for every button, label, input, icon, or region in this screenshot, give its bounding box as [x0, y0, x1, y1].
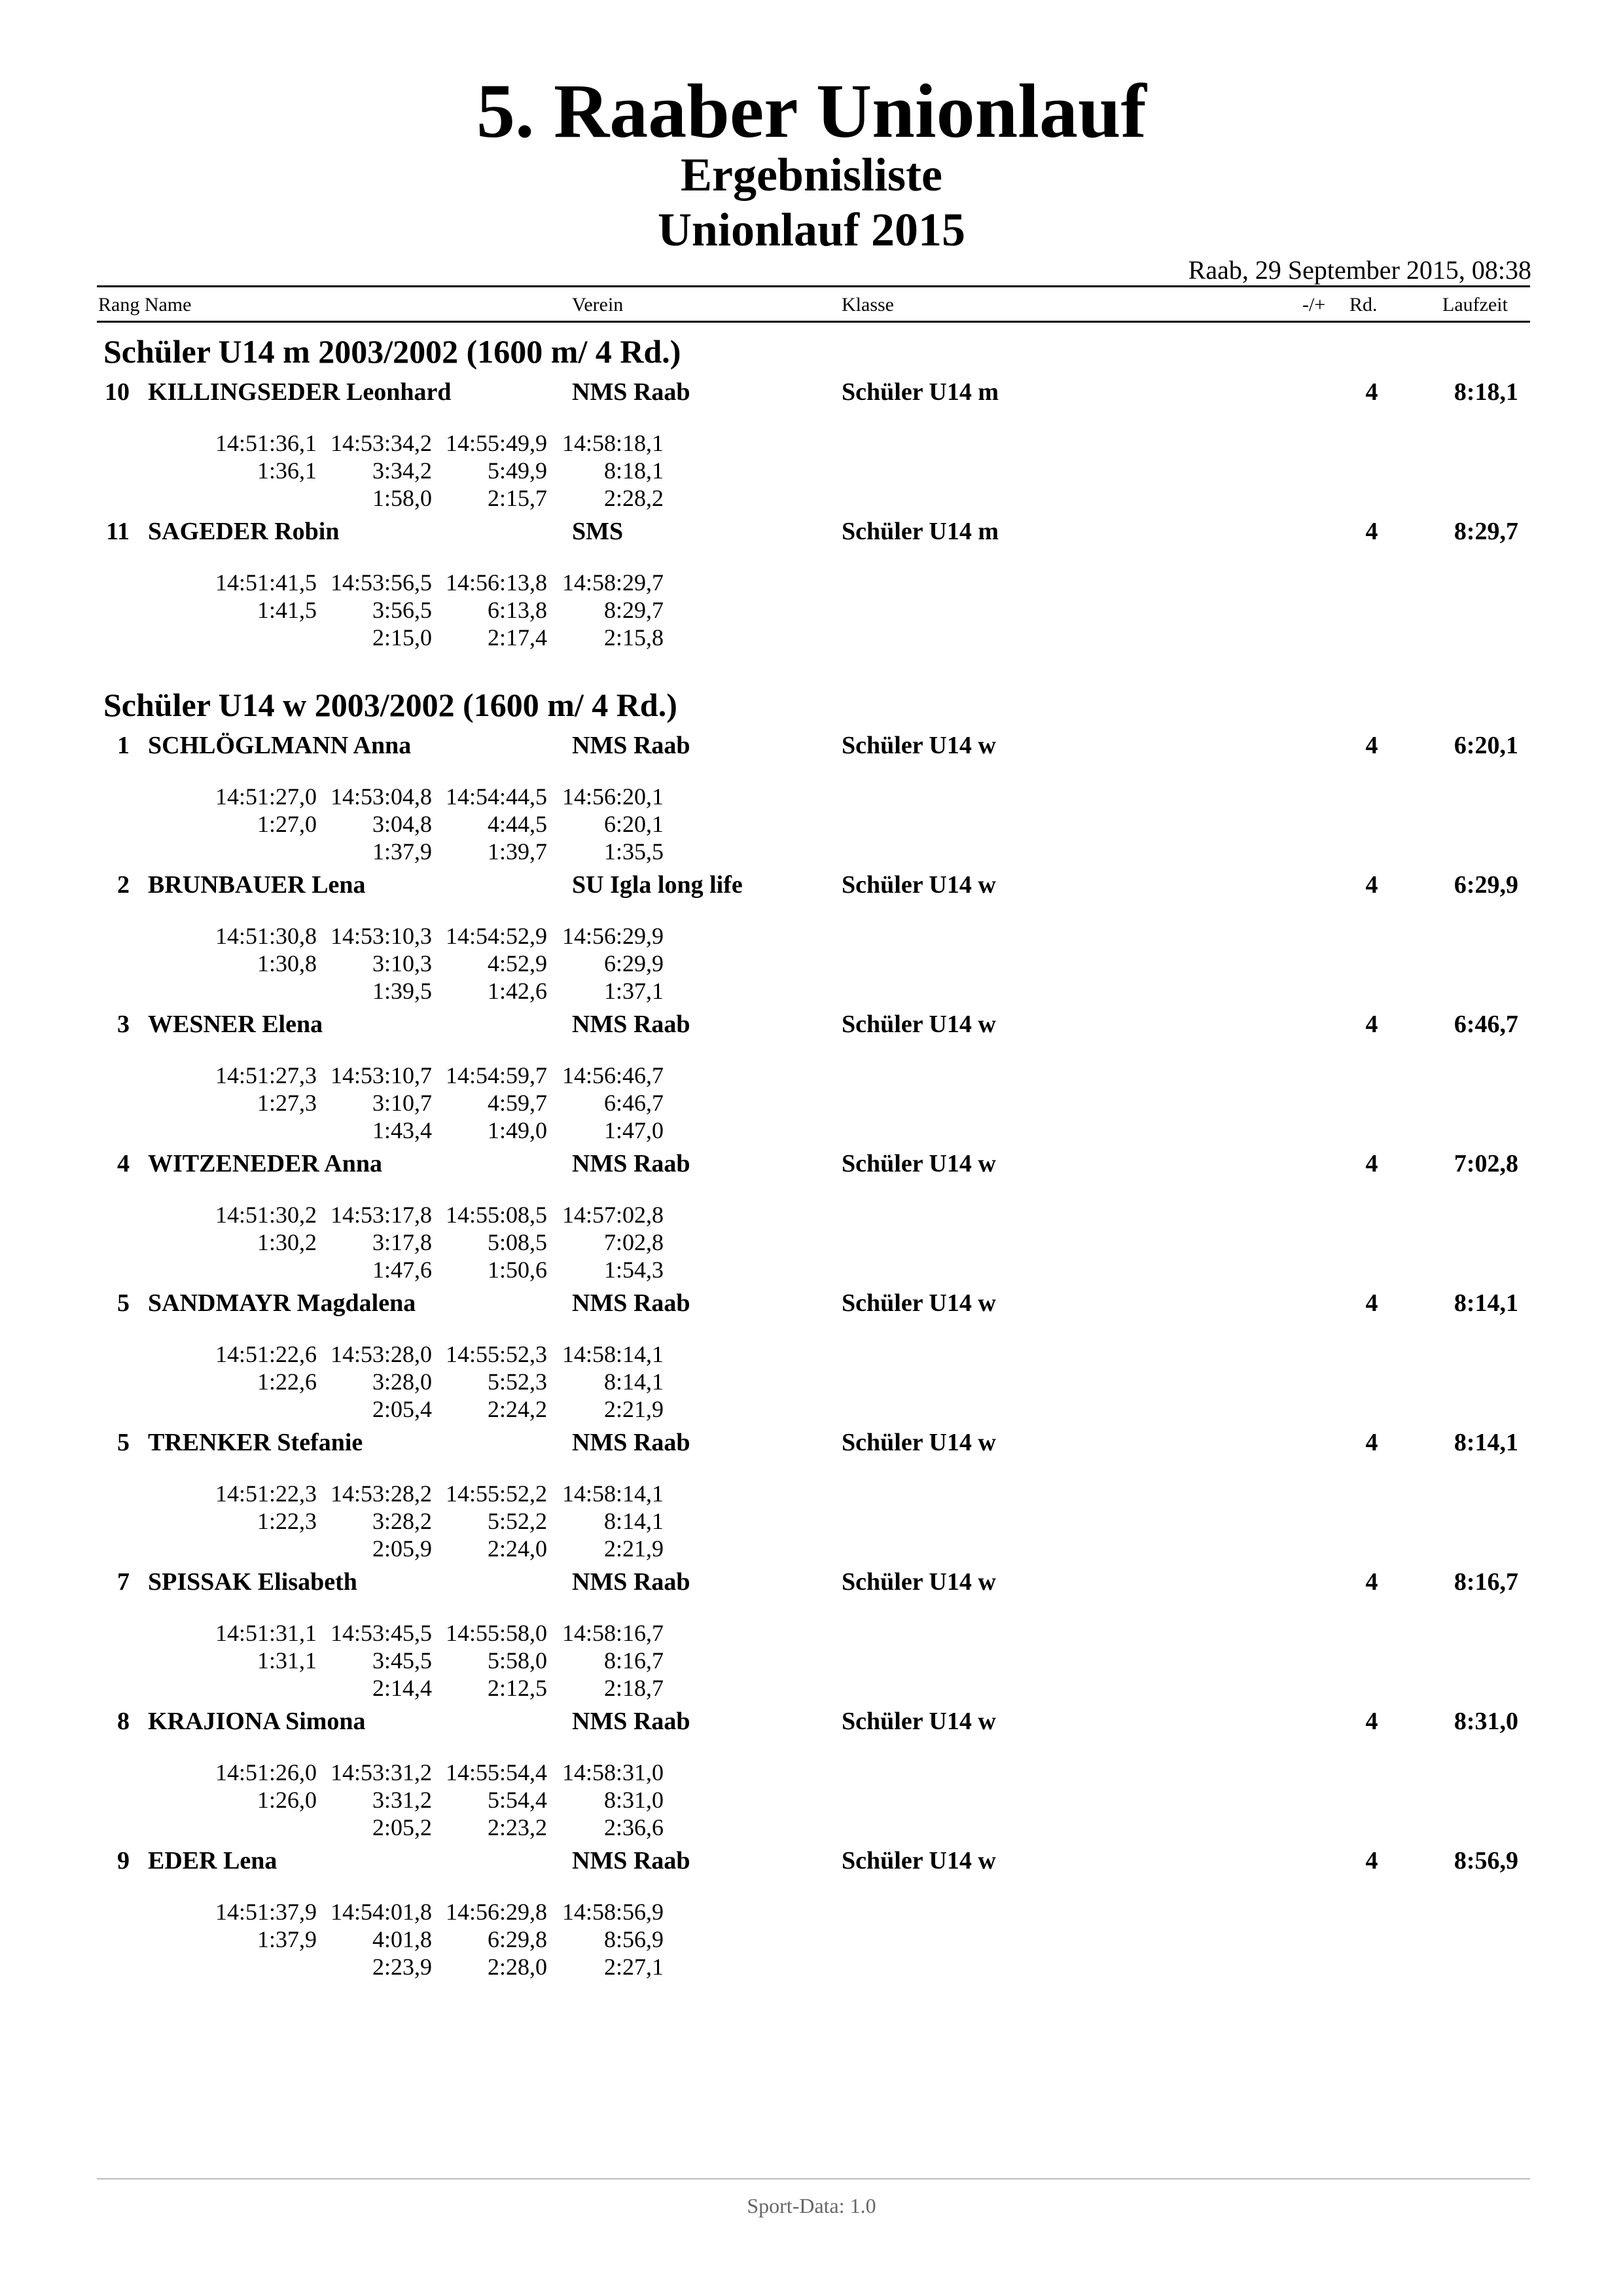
split-value: 14:53:17,8: [330, 1202, 432, 1228]
split-value: 14:56:46,7: [562, 1062, 664, 1088]
split-value: 14:55:08,5: [445, 1202, 547, 1228]
split-value: 2:24,2: [487, 1396, 547, 1422]
split-value: 1:50,6: [487, 1257, 547, 1283]
split-value: 3:31,2: [372, 1787, 432, 1813]
split-value: 3:28,0: [372, 1369, 432, 1395]
split-value: 6:29,8: [487, 1926, 547, 1952]
split-value: 1:47,6: [372, 1257, 432, 1283]
split-value: 2:15,7: [487, 485, 547, 511]
page-title: 5. Raaber Unionlauf: [476, 68, 1147, 154]
finish-time: 6:29,9: [1454, 871, 1518, 899]
club: NMS Raab: [572, 1708, 690, 1735]
split-value: 14:53:28,0: [330, 1341, 432, 1367]
split-value: 2:14,4: [372, 1675, 432, 1701]
result-row: [0, 1844, 1623, 1986]
split-value: 5:58,0: [487, 1647, 547, 1674]
finish-time: 8:29,7: [1454, 518, 1518, 545]
result-row: [0, 1147, 1623, 1289]
split-value: 2:12,5: [487, 1675, 547, 1701]
split-value: 14:53:56,5: [330, 569, 432, 596]
rounds: 4: [1365, 1289, 1378, 1317]
rounds: 4: [1365, 871, 1378, 899]
column-header-klasse: Klasse: [842, 294, 894, 315]
rank: 10: [105, 378, 130, 406]
split-value: 14:53:31,2: [330, 1759, 432, 1785]
athlete-name: SANDMAYR Magdalena: [148, 1289, 416, 1317]
split-value: 8:18,1: [603, 457, 664, 484]
class: Schüler U14 w: [842, 1568, 996, 1596]
split-value: 1:41,5: [257, 597, 317, 623]
split-value: 14:55:49,9: [445, 430, 547, 456]
class: Schüler U14 w: [842, 1150, 996, 1177]
result-row: [0, 515, 1623, 656]
split-value: 1:30,2: [257, 1229, 317, 1255]
finish-time: 8:56,9: [1454, 1847, 1518, 1874]
class: Schüler U14 w: [842, 871, 996, 899]
club: NMS Raab: [572, 1847, 690, 1874]
split-value: 14:51:31,1: [215, 1620, 317, 1646]
rank: 7: [117, 1568, 130, 1596]
split-value: 14:51:22,3: [215, 1480, 317, 1507]
split-value: 2:15,0: [372, 624, 432, 651]
club: NMS Raab: [572, 1568, 690, 1596]
club: SMS: [572, 518, 624, 545]
club: NMS Raab: [572, 378, 690, 406]
athlete-name: WESNER Elena: [148, 1011, 323, 1038]
split-value: 1:37,9: [257, 1926, 317, 1952]
place-date: Raab, 29 September 2015, 08:38: [1188, 255, 1531, 285]
result-row: [0, 1426, 1623, 1568]
rank: 8: [117, 1708, 130, 1735]
split-value: 5:52,3: [487, 1369, 547, 1395]
split-value: 1:43,4: [372, 1117, 432, 1143]
rounds: 4: [1365, 1847, 1378, 1874]
split-value: 1:39,5: [372, 978, 432, 1004]
rank: 2: [117, 871, 130, 899]
split-value: 14:53:28,2: [330, 1480, 432, 1507]
class: Schüler U14 m: [842, 518, 999, 545]
rank: 5: [117, 1289, 130, 1317]
finish-time: 8:14,1: [1454, 1429, 1518, 1456]
rounds: 4: [1365, 378, 1378, 406]
finish-time: 8:16,7: [1454, 1568, 1518, 1596]
split-value: 14:58:31,0: [562, 1759, 664, 1785]
header-divider-bottom: [97, 321, 1530, 323]
split-value: 14:56:13,8: [445, 569, 547, 596]
split-value: 14:58:14,1: [562, 1341, 664, 1367]
split-value: 3:45,5: [372, 1647, 432, 1674]
rank: 4: [117, 1150, 130, 1177]
split-value: 1:22,3: [257, 1508, 317, 1534]
athlete-name: KILLINGSEDER Leonhard: [148, 378, 452, 406]
athlete-name: SCHLÖGLMANN Anna: [148, 732, 412, 759]
rounds: 4: [1365, 1011, 1378, 1038]
split-value: 14:53:45,5: [330, 1620, 432, 1646]
footer-divider: [97, 2178, 1530, 2179]
rounds: 4: [1365, 1708, 1378, 1735]
split-value: 2:36,6: [603, 1814, 664, 1840]
split-value: 1:30,8: [257, 950, 317, 977]
split-value: 14:58:16,7: [562, 1620, 664, 1646]
rank: 1: [117, 732, 130, 759]
column-header-laufzeit: Laufzeit: [1442, 294, 1508, 315]
result-row: [0, 729, 1623, 870]
split-value: 6:13,8: [487, 597, 547, 623]
athlete-name: KRAJIONA Simona: [148, 1708, 366, 1735]
split-value: 2:28,2: [603, 485, 664, 511]
split-value: 3:34,2: [372, 457, 432, 484]
rounds: 4: [1365, 1429, 1378, 1456]
split-value: 1:58,0: [372, 485, 432, 511]
split-value: 14:56:29,9: [562, 923, 664, 949]
split-value: 1:27,0: [257, 811, 317, 837]
split-value: 14:58:14,1: [562, 1480, 664, 1507]
finish-time: 7:02,8: [1454, 1150, 1518, 1177]
result-row: [0, 1705, 1623, 1846]
split-value: 2:21,9: [603, 1535, 664, 1562]
club: SU Igla long life: [572, 871, 743, 899]
split-value: 1:49,0: [487, 1117, 547, 1143]
athlete-name: SAGEDER Robin: [148, 518, 340, 545]
split-value: 14:55:58,0: [445, 1620, 547, 1646]
split-value: 14:55:52,3: [445, 1341, 547, 1367]
split-value: 2:24,0: [487, 1535, 547, 1562]
split-value: 8:16,7: [603, 1647, 664, 1674]
split-value: 14:55:52,2: [445, 1480, 547, 1507]
event-name: Unionlauf 2015: [657, 204, 966, 256]
split-value: 14:51:36,1: [215, 430, 317, 456]
split-value: 5:49,9: [487, 457, 547, 484]
split-value: 3:56,5: [372, 597, 432, 623]
section-title: Schüler U14 m 2003/2002 (1600 m/ 4 Rd.): [103, 333, 681, 370]
rank: 3: [117, 1011, 130, 1038]
finish-time: 6:20,1: [1454, 732, 1518, 759]
split-value: 1:31,1: [257, 1647, 317, 1674]
split-value: 14:58:18,1: [562, 430, 664, 456]
split-value: 2:23,9: [372, 1954, 432, 1980]
split-value: 14:53:10,3: [330, 923, 432, 949]
split-value: 8:29,7: [603, 597, 664, 623]
split-value: 14:51:37,9: [215, 1899, 317, 1925]
split-value: 2:28,0: [487, 1954, 547, 1980]
finish-time: 8:31,0: [1454, 1708, 1518, 1735]
split-value: 2:05,9: [372, 1535, 432, 1562]
split-value: 2:27,1: [603, 1954, 664, 1980]
rank: 11: [106, 518, 130, 545]
split-value: 14:51:22,6: [215, 1341, 317, 1367]
split-value: 1:54,3: [603, 1257, 664, 1283]
split-value: 14:58:29,7: [562, 569, 664, 596]
finish-time: 8:14,1: [1454, 1289, 1518, 1317]
split-value: 1:26,0: [257, 1787, 317, 1813]
class: Schüler U14 m: [842, 378, 999, 406]
split-value: 6:46,7: [603, 1090, 664, 1116]
split-value: 3:04,8: [372, 811, 432, 837]
split-value: 3:28,2: [372, 1508, 432, 1534]
club: NMS Raab: [572, 1150, 690, 1177]
page-subtitle: Ergebnisliste: [680, 149, 942, 201]
split-value: 8:56,9: [603, 1926, 664, 1952]
athlete-name: EDER Lena: [148, 1847, 277, 1874]
rounds: 4: [1365, 732, 1378, 759]
split-value: 3:10,3: [372, 950, 432, 977]
split-value: 5:52,2: [487, 1508, 547, 1534]
rank: 9: [117, 1847, 130, 1874]
split-value: 5:08,5: [487, 1229, 547, 1255]
finish-time: 6:46,7: [1454, 1011, 1518, 1038]
header-divider-top: [97, 285, 1530, 287]
split-value: 14:53:04,8: [330, 783, 432, 810]
split-value: 2:15,8: [603, 624, 664, 651]
rounds: 4: [1365, 518, 1378, 545]
split-value: 14:51:27,3: [215, 1062, 317, 1088]
class: Schüler U14 w: [842, 732, 996, 759]
rounds: 4: [1365, 1150, 1378, 1177]
split-value: 1:39,7: [487, 838, 547, 865]
split-value: 2:05,2: [372, 1814, 432, 1840]
split-value: 2:17,4: [487, 624, 547, 651]
club: NMS Raab: [572, 732, 690, 759]
club: NMS Raab: [572, 1011, 690, 1038]
club: NMS Raab: [572, 1429, 690, 1456]
split-value: 14:51:30,2: [215, 1202, 317, 1228]
split-value: 8:31,0: [603, 1787, 664, 1813]
column-header-plusminus: -/+: [1302, 294, 1326, 315]
split-value: 14:54:44,5: [445, 783, 547, 810]
split-value: 14:54:59,7: [445, 1062, 547, 1088]
split-value: 2:23,2: [487, 1814, 547, 1840]
class: Schüler U14 w: [842, 1847, 996, 1874]
rounds: 4: [1365, 1568, 1378, 1596]
split-value: 14:53:10,7: [330, 1062, 432, 1088]
finish-time: 8:18,1: [1454, 378, 1518, 406]
split-value: 1:35,5: [603, 838, 664, 865]
split-value: 6:29,9: [603, 950, 664, 977]
split-value: 4:52,9: [487, 950, 547, 977]
split-value: 14:55:54,4: [445, 1759, 547, 1785]
split-value: 14:53:34,2: [330, 430, 432, 456]
column-header-rang-name: Rang Name: [98, 294, 192, 315]
split-value: 14:51:27,0: [215, 783, 317, 810]
athlete-name: WITZENEDER Anna: [148, 1150, 382, 1177]
split-value: 1:22,6: [257, 1369, 317, 1395]
split-value: 8:14,1: [603, 1369, 664, 1395]
split-value: 1:47,0: [603, 1117, 664, 1143]
split-value: 14:51:30,8: [215, 923, 317, 949]
athlete-name: TRENKER Stefanie: [148, 1429, 363, 1456]
split-value: 6:20,1: [603, 811, 664, 837]
result-row: [0, 1008, 1623, 1149]
split-value: 4:44,5: [487, 811, 547, 837]
split-value: 14:54:01,8: [330, 1899, 432, 1925]
result-row: [0, 1287, 1623, 1428]
split-value: 14:56:29,8: [445, 1899, 547, 1925]
split-value: 1:36,1: [257, 457, 317, 484]
split-value: 4:59,7: [487, 1090, 547, 1116]
result-row: [0, 376, 1623, 517]
split-value: 14:51:26,0: [215, 1759, 317, 1785]
split-value: 14:51:41,5: [215, 569, 317, 596]
split-value: 8:14,1: [603, 1508, 664, 1534]
club: NMS Raab: [572, 1289, 690, 1317]
column-header-verein: Verein: [572, 294, 624, 315]
footer-text: Sport-Data: 1.0: [747, 2194, 876, 2217]
split-value: 14:56:20,1: [562, 783, 664, 810]
split-value: 7:02,8: [603, 1229, 664, 1255]
split-value: 14:58:56,9: [562, 1899, 664, 1925]
section-title: Schüler U14 w 2003/2002 (1600 m/ 4 Rd.): [103, 687, 677, 723]
split-value: 1:37,9: [372, 838, 432, 865]
athlete-name: BRUNBAUER Lena: [148, 871, 366, 899]
result-row: [0, 869, 1623, 1010]
class: Schüler U14 w: [842, 1429, 996, 1456]
split-value: 4:01,8: [372, 1926, 432, 1952]
split-value: 3:17,8: [372, 1229, 432, 1255]
class: Schüler U14 w: [842, 1011, 996, 1038]
split-value: 14:57:02,8: [562, 1202, 664, 1228]
column-header-rd: Rd.: [1349, 294, 1378, 315]
rank: 5: [117, 1429, 130, 1456]
split-value: 5:54,4: [487, 1787, 547, 1813]
split-value: 14:54:52,9: [445, 923, 547, 949]
split-value: 1:27,3: [257, 1090, 317, 1116]
split-value: 2:21,9: [603, 1396, 664, 1422]
split-value: 2:05,4: [372, 1396, 432, 1422]
class: Schüler U14 w: [842, 1289, 996, 1317]
split-value: 1:37,1: [603, 978, 664, 1004]
class: Schüler U14 w: [842, 1708, 996, 1735]
split-value: 1:42,6: [487, 978, 547, 1004]
result-row: [0, 1566, 1623, 1707]
split-value: 2:18,7: [603, 1675, 664, 1701]
athlete-name: SPISSAK Elisabeth: [148, 1568, 357, 1596]
split-value: 3:10,7: [372, 1090, 432, 1116]
